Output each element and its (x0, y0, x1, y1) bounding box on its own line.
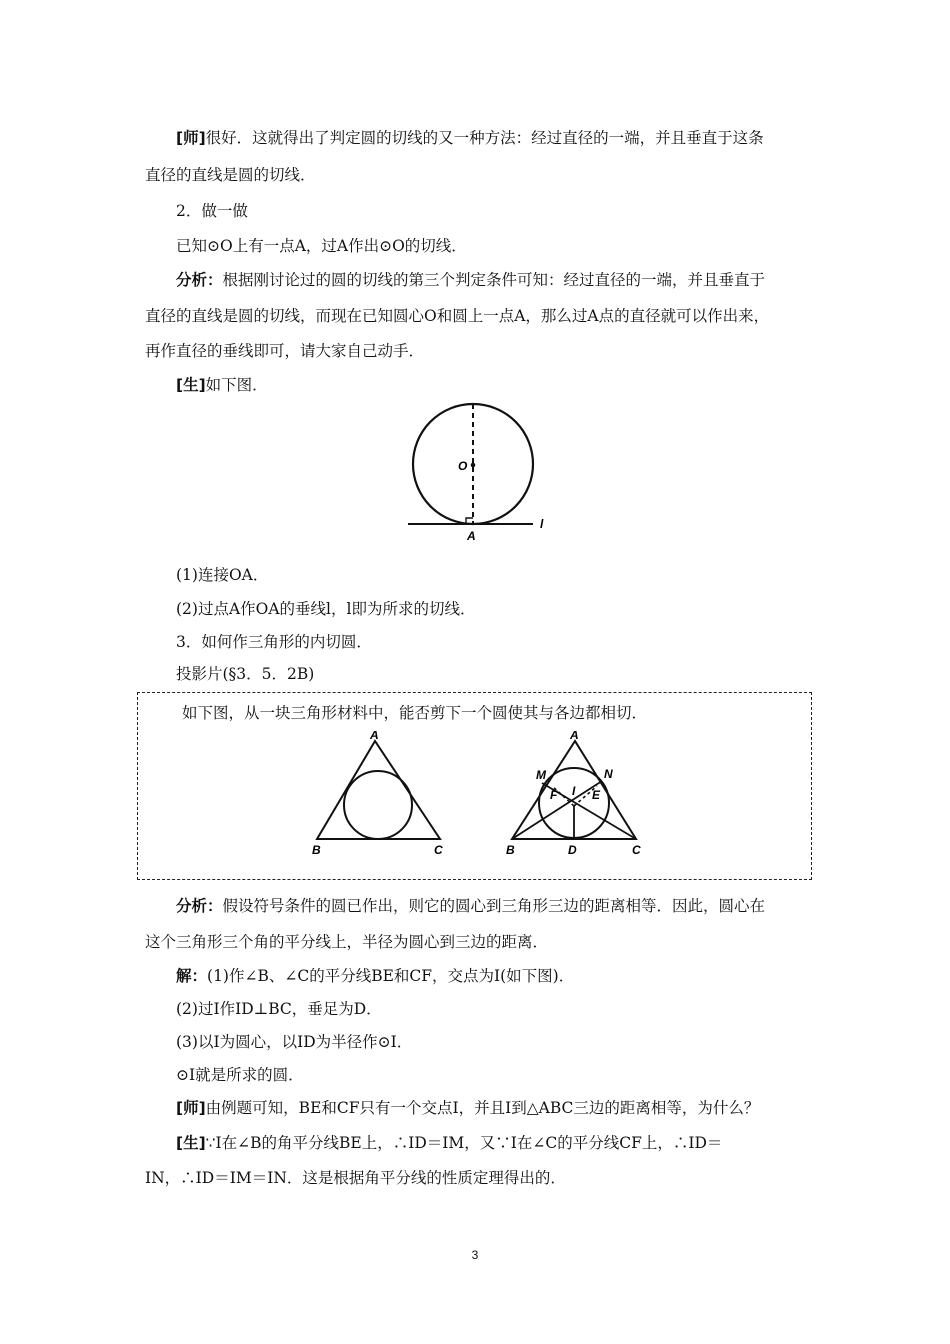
label-a: A (467, 529, 476, 543)
speaker-tag: [师] (176, 129, 206, 147)
paragraph-text: ∵I在∠B的角平分线BE上，∴ID＝IM，又∵I在∠C的平分线CF上，∴ID＝ (205, 1134, 723, 1152)
paragraph-teacher-2 (176, 1098, 841, 1118)
analysis-paragraph (176, 270, 841, 290)
triangle-bisector-figure (500, 731, 650, 861)
speaker-tag: [师] (176, 1099, 206, 1117)
circle-tangent-figure (400, 402, 560, 548)
solution-tag: 解： (176, 967, 208, 985)
step-1: (1)连接OA． (176, 566, 269, 584)
paragraph-line: 再作直径的垂线即可，请大家自己动手． (145, 342, 425, 360)
label-m: M (536, 768, 546, 782)
label-l: l (540, 517, 544, 531)
speaker-tag: [生] (176, 376, 206, 394)
section-heading: 2．做一做 (176, 202, 248, 220)
analysis-tag: 分析： (176, 271, 223, 289)
label-a: A (570, 731, 579, 742)
label-e: E (592, 788, 601, 802)
step-2: (2)过点A作OA的垂线l，l即为所求的切线． (176, 600, 476, 618)
label-b: B (312, 843, 321, 857)
slide-box (137, 692, 812, 880)
label-c: C (632, 843, 641, 857)
speaker-tag: [生] (176, 1134, 206, 1152)
problem-statement: 已知⊙O上有一点A，过A作出⊙O的切线． (176, 237, 467, 255)
analysis-paragraph (176, 896, 841, 916)
page-number: 3 (471, 1248, 479, 1262)
section-heading: 3．如何作三角形的内切圆． (176, 633, 372, 651)
slide-text: 如下图，从一块三角形材料中，能否剪下一个圆使其与各边都相切． (182, 704, 648, 722)
label-c: C (434, 843, 443, 857)
paragraph-line: 这个三角形三个角的平分线上，半径为圆心到三边的距离． (145, 933, 549, 951)
solution-step-1 (176, 966, 841, 986)
paragraph-student-2 (176, 1133, 841, 1153)
label-f: F (550, 788, 558, 802)
paragraph-line: IN，∴ID＝IM＝IN．这是根据角平分线的性质定理得出的． (145, 1169, 566, 1187)
paragraph-teacher-1 (176, 128, 841, 148)
label-o: O (458, 459, 468, 473)
paragraph-text: 根据刚讨论过的圆的切线的第三个判定条件可知：经过直径的一端，并且垂直于 (222, 271, 766, 289)
paragraph-text: (1)作∠B、∠C的平分线BE和CF，交点为I(如下图)． (207, 967, 575, 985)
slide-reference: 投影片(§3．5．2B) (176, 665, 315, 683)
paragraph-line: 直径的直线是圆的切线，而现在已知圆心O和圆上一点A，那么过A点的直径就可以作出来， (145, 307, 770, 325)
solution-step-2: (2)过I作ID⊥BC，垂足为D． (176, 1000, 382, 1018)
label-b: B (506, 843, 515, 857)
solution-step-3: (3)以I为圆心，以ID为半径作⊙I． (176, 1033, 413, 1051)
triangle-incircle-figure (308, 731, 453, 861)
paragraph-line: 直径的直线是圆的切线． (145, 166, 316, 184)
analysis-tag: 分析： (176, 897, 223, 915)
paragraph-text: 如下图． (205, 376, 268, 394)
paragraph-text: 假设符号条件的圆已作出，则它的圆心到三角形三边的距离相等．因此，圆心在 (222, 897, 766, 915)
label-i: I (572, 784, 576, 798)
paragraph-text: 很好．这就得出了判定圆的切线的又一种方法：经过直径的一端，并且垂直于这条 (205, 129, 764, 147)
student-paragraph (176, 375, 841, 395)
label-d: D (568, 843, 577, 857)
paragraph-text: 由例题可知，BE和CF只有一个交点I，并且I到△ABC三边的距离相等，为什么？ (205, 1099, 760, 1117)
label-a: A (370, 731, 379, 742)
solution-conclusion: ⊙I就是所求的圆． (176, 1066, 304, 1084)
label-n: N (604, 767, 613, 781)
